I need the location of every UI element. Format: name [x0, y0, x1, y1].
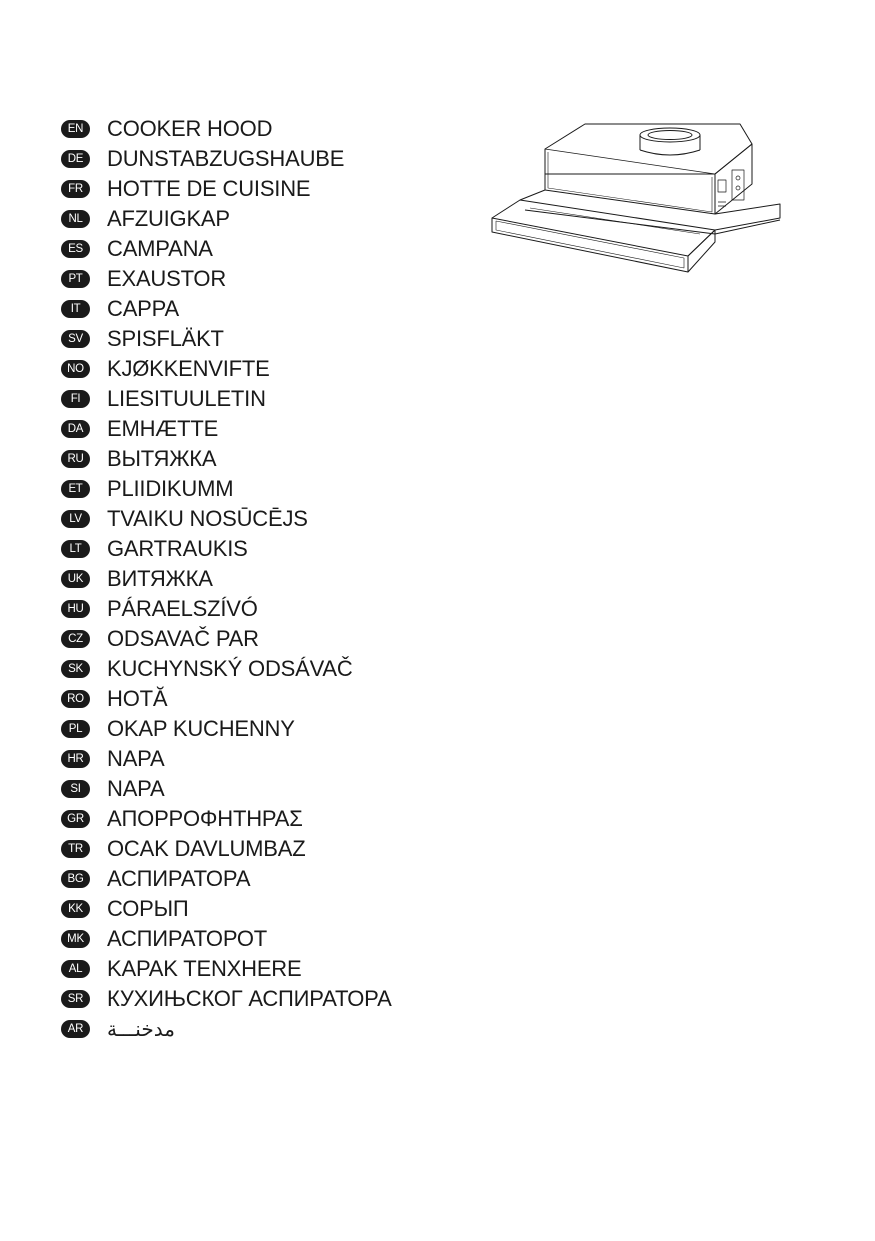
side-screw-top [736, 176, 740, 180]
language-item [61, 294, 392, 324]
language-item [61, 774, 392, 804]
language-code-badge: SI [61, 780, 90, 798]
language-code-badge: BG [61, 870, 90, 888]
front-panel-top [492, 200, 715, 256]
language-item [61, 984, 392, 1014]
product-name: HOTTE DE CUISINE [107, 176, 311, 201]
product-name: ODSAVAČ PAR [107, 626, 259, 651]
product-name: KAPAK TENXHERE [107, 956, 302, 981]
language-code-badge: SR [61, 990, 90, 1008]
product-name: OCAK DAVLUMBAZ [107, 836, 306, 861]
language-item [61, 534, 392, 564]
language-item [61, 924, 392, 954]
language-item [61, 804, 392, 834]
lower-frame-edge [525, 210, 780, 234]
product-name: مدخنـــة [107, 1017, 175, 1041]
language-item [61, 564, 392, 594]
language-item [61, 504, 392, 534]
product-name: CAPPA [107, 296, 179, 321]
language-code-badge: RU [61, 450, 90, 468]
language-code-badge: NL [61, 210, 90, 228]
hood-body-top [545, 124, 752, 174]
language-code-badge: DE [61, 150, 90, 168]
language-code-badge: RO [61, 690, 90, 708]
language-code-badge: SK [61, 660, 90, 678]
product-name: АСПИРАТОРА [107, 866, 251, 891]
product-name: NAPA [107, 746, 165, 771]
product-name: GARTRAUKIS [107, 536, 248, 561]
duct-collar-inner [648, 131, 692, 140]
duct-collar-bottom [640, 150, 700, 155]
language-code-badge: PT [61, 270, 90, 288]
language-code-badge: TR [61, 840, 90, 858]
language-item [61, 384, 392, 414]
language-item [61, 894, 392, 924]
language-item [61, 954, 392, 984]
product-name: LIESITUULETIN [107, 386, 266, 411]
product-name: OKAP KUCHENNY [107, 716, 295, 741]
language-item [61, 114, 392, 144]
language-item [61, 864, 392, 894]
language-code-badge: UK [61, 570, 90, 588]
language-item [61, 174, 392, 204]
language-code-badge: AL [61, 960, 90, 978]
product-name: TVAIKU NOSŪCĒJS [107, 506, 308, 531]
language-code-badge: FR [61, 180, 90, 198]
language-code-badge: MK [61, 930, 90, 948]
side-bracket [718, 180, 726, 192]
product-name: EXAUSTOR [107, 266, 227, 291]
language-code-badge: ES [61, 240, 90, 258]
product-name: KJØKKENVIFTE [107, 356, 270, 381]
hood-body-front [545, 149, 715, 214]
language-list [61, 114, 392, 1044]
language-item [61, 354, 392, 384]
language-item [61, 234, 392, 264]
product-name: SPISFLÄKT [107, 326, 224, 351]
language-code-badge: AR [61, 1020, 90, 1038]
language-code-badge: NO [61, 360, 90, 378]
language-item [61, 684, 392, 714]
language-code-badge: DA [61, 420, 90, 438]
language-item [61, 474, 392, 504]
lower-frame [520, 190, 780, 230]
language-code-badge: ET [61, 480, 90, 498]
language-item [61, 834, 392, 864]
product-name: KUCHYNSKÝ ODSÁVAČ [107, 656, 353, 681]
product-name: HOTĂ [107, 686, 168, 711]
product-name: CAMPANA [107, 236, 213, 261]
language-item [61, 744, 392, 774]
front-panel-side [688, 230, 715, 272]
hood-front-inner [548, 152, 712, 212]
language-code-badge: LV [61, 510, 90, 528]
language-code-badge: FI [61, 390, 90, 408]
hood-body-side [715, 144, 752, 214]
language-item [61, 654, 392, 684]
language-code-badge: HU [61, 600, 90, 618]
language-item [61, 204, 392, 234]
product-name: NAPA [107, 776, 165, 801]
language-code-badge: LT [61, 540, 90, 558]
cooker-hood-drawing-icon [490, 122, 790, 282]
language-item [61, 624, 392, 654]
language-code-badge: CZ [61, 630, 90, 648]
language-code-badge: GR [61, 810, 90, 828]
product-name: COOKER HOOD [107, 116, 273, 141]
language-code-badge: KK [61, 900, 90, 918]
side-vents [718, 202, 726, 206]
side-screw-bottom [736, 186, 740, 190]
language-item [61, 324, 392, 354]
product-name: СОРЫП [107, 896, 189, 921]
product-name: ΑΠΟΡΡΟΦΗΤΗΡΑΣ [107, 806, 303, 831]
product-name: ВИТЯЖКА [107, 566, 213, 591]
language-item [61, 444, 392, 474]
language-code-badge: IT [61, 300, 90, 318]
language-code-badge: HR [61, 750, 90, 768]
front-panel-inner [496, 221, 684, 268]
product-name: DUNSTABZUGSHAUBE [107, 146, 345, 171]
product-name: АСПИРАТОРОТ [107, 926, 267, 951]
language-item [61, 414, 392, 444]
language-item [61, 264, 392, 294]
product-name: AFZUIGKAP [107, 206, 230, 231]
language-item [61, 144, 392, 174]
language-code-badge: SV [61, 330, 90, 348]
product-name: PÁRAELSZÍVÓ [107, 596, 258, 621]
product-name: PLIIDIKUMM [107, 476, 234, 501]
language-item [61, 594, 392, 624]
product-name: ВЫТЯЖКА [107, 446, 217, 471]
language-code-badge: EN [61, 120, 90, 138]
language-item [61, 1014, 392, 1044]
product-name: EMHÆTTE [107, 416, 219, 441]
product-name: КУХИЊСКОГ АСПИРАТОРА [107, 986, 392, 1011]
language-item [61, 714, 392, 744]
language-code-badge: PL [61, 720, 90, 738]
